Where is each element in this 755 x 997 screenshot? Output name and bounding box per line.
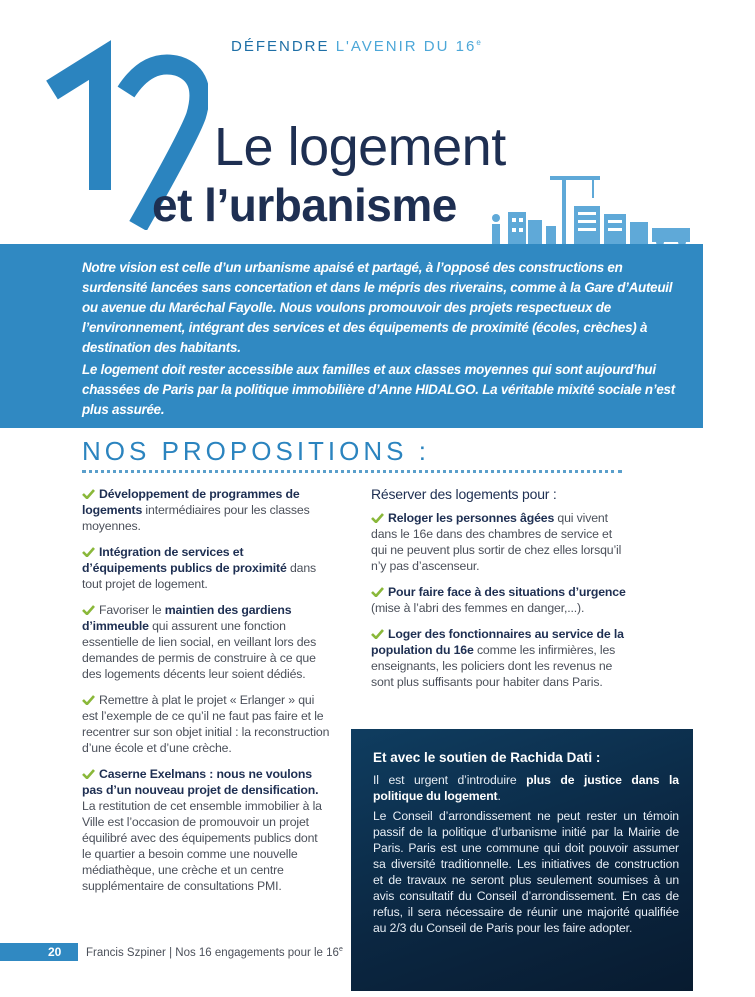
footer-bar xyxy=(0,943,78,961)
section-kicker xyxy=(231,38,483,55)
proposition-item: Remettre à plat le projet « Erlanger » qui est l’exemple de ce qu’il ne faut pas faire et le recentrer sur son objet initial : la reconstruction d’une école et d’une crèche. xyxy=(82,693,330,755)
support-box-heading: Et avec le soutien de Rachida Dati : xyxy=(373,750,601,765)
intro-banner xyxy=(0,244,703,428)
proposition-item: Intégration de services et d’équipements publics de proximité dans tout projet de logement. xyxy=(82,545,317,591)
kicker-part-a: DÉFENDRE xyxy=(231,38,336,55)
title-line-1: Le logement xyxy=(214,117,506,177)
propositions-left-column xyxy=(82,486,330,904)
proposition-item: Reloger les personnes âgées qui vivent dans le 16e dans des chambres de service et qui ne peuvent plus sortir de chez elles lorsqu’il n’y pas d’ascenseur. xyxy=(371,511,622,573)
checkmark-icon xyxy=(371,629,384,639)
right-column-heading: Réserver des logements pour : xyxy=(371,486,557,502)
city-skyline-illustration xyxy=(488,168,698,246)
propositions-right-column xyxy=(371,486,629,700)
propositions-heading: NOS PROPOSITIONS : xyxy=(82,436,430,466)
checkmark-icon xyxy=(371,513,384,523)
kicker-part-b: L'AVENIR DU 16 xyxy=(335,38,477,55)
proposition-item: Favoriser le maintien des gardiens d’immeuble qui assurent une fonction essentielle de lien social, en veillant lors des demandes de permis de construire à ce que des logements décents leur soient dédiés. xyxy=(82,603,317,681)
title-line-2: et l’urbanisme xyxy=(152,179,457,231)
proposition-item: Pour faire face à des situations d’urgence (mise à l’abri des femmes en danger,...). xyxy=(371,585,626,615)
proposition-item: Caserne Exelmans : nous ne voulons pas d’un nouveau projet de densification. La restitution de cet ensemble immobilier à la Ville est l’occasion de promouvoir un projet équilibré avec des équipements publics dont le quartier a besoin comme une nouvelle médiathèque, une crèche et un centre supplémentaire de consultations PMI. xyxy=(82,767,322,893)
checkmark-icon xyxy=(82,489,95,499)
proposition-item: Loger des fonctionnaires au service de la population du 16e comme les infirmières, les enseignants, les policiers dont les revenus ne sont plus suffisants pour habiter dans Paris. xyxy=(371,627,624,689)
chapter-number: 12 xyxy=(38,30,40,31)
intro-paragraph-1: Notre vision est celle d’un urbanisme apaisé et partagé, à l’opposé des constructions en surdensité lancées sans concertation et dans le mépris des riverains, comme à la Gare d’Auteuil ou avenue du Maréchal Fayolle. Nous voulons promouvoir des projets respectueux de l’environnement, intégrant des services et des équipements de proximité (écoles, crèches) à destination des habitants. xyxy=(82,260,673,355)
page-number: 20 xyxy=(48,945,62,959)
dotted-divider xyxy=(82,470,622,473)
intro-paragraph-2: Le logement doit rester accessible aux familles et aux classes moyennes qui sont aujourd’hui chassées de Paris par la politique immobilière d’Anne HIDALGO. La véritable mixité sociale n’est plus assurée. xyxy=(82,362,675,417)
footer-text: Francis Szpiner | Nos 16 engagements pour le 16e xyxy=(86,946,343,959)
support-box-paragraph-2: Le Conseil d’arrondissement ne peut rester un témoin passif de la politique d’urbanisme initié par la Mairie de Paris. Paris est une commune qui doit pouvoir assumer sa diversité traditionnelle. Les initiatives de construction et de travaux ne seront plus seulement soumises à un avis consultatif du Conseil d’arrondissement. En cas de refus, il sera nécessaire de réunir une majorité qualifiée au 2/3 du Conseil de Paris pour les faire adopter. xyxy=(373,809,679,935)
checkmark-icon xyxy=(82,769,95,779)
kicker-sup: e xyxy=(476,38,483,47)
checkmark-icon xyxy=(371,587,384,597)
support-box xyxy=(351,729,693,991)
proposition-item: Développement de programmes de logements intermédiaires pour les classes moyennes. xyxy=(82,487,310,533)
checkmark-icon xyxy=(82,547,95,557)
checkmark-icon xyxy=(82,695,95,705)
checkmark-icon xyxy=(82,605,95,615)
support-box-paragraph-1: Il est urgent d’introduire plus de justice dans la politique du logement. xyxy=(373,773,679,803)
